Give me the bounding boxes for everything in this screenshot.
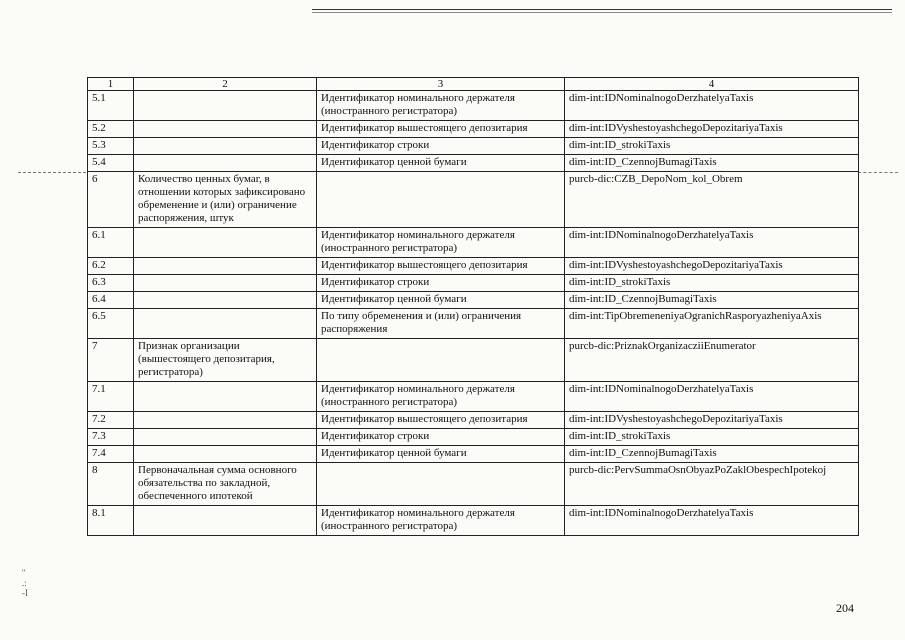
table-header-row: [88, 78, 859, 91]
xbrl-code-cell: dim-int:ID_CzennojBumagiTaxis: [565, 155, 859, 172]
dimension-cell: Идентификатор вышестоящего депозитария: [317, 412, 565, 429]
xbrl-code-cell: dim-int:ID_CzennojBumagiTaxis: [565, 446, 859, 463]
row-number-cell: 7.2: [88, 412, 134, 429]
dimension-cell: [317, 463, 565, 506]
indicator-name-cell: Признак организации (вышестоящего депозитария, регистратора): [134, 339, 317, 382]
xbrl-code-cell: dim-int:IDVyshestoyashchegoDepozitariyaTaxis: [565, 121, 859, 138]
xbrl-code-cell: dim-int:IDVyshestoyashchegoDepozitariyaTaxis: [565, 412, 859, 429]
dimension-cell: Идентификатор ценной бумаги: [317, 446, 565, 463]
dimension-cell: [317, 339, 565, 382]
row-number-cell: 6.5: [88, 309, 134, 339]
dimension-cell: Идентификатор ценной бумаги: [317, 155, 565, 172]
xbrl-code-cell: dim-int:ID_CzennojBumagiTaxis: [565, 292, 859, 309]
indicator-name-cell: [134, 382, 317, 412]
xbrl-code-cell: purcb-dic:PervSummaOsnObyazPoZaklObespechIpotekoj: [565, 463, 859, 506]
header-col-2: 2: [134, 78, 317, 91]
dimension-cell: Идентификатор номинального держателя (иностранного регистратора): [317, 228, 565, 258]
xbrl-code-cell: dim-int:IDNominalnogoDerzhatelyaTaxis: [565, 228, 859, 258]
dimension-cell: Идентификатор строки: [317, 429, 565, 446]
xbrl-code-cell: dim-int:ID_strokiTaxis: [565, 429, 859, 446]
header-rule: [312, 9, 892, 10]
xbrl-code-cell: dim-int:IDNominalnogoDerzhatelyaTaxis: [565, 382, 859, 412]
indicator-name-cell: [134, 258, 317, 275]
table-row: [88, 172, 859, 228]
xbrl-code-cell: purcb-dic:PriznakOrganizacziiEnumerator: [565, 339, 859, 382]
indicator-name-cell: Количество ценных бумаг, в отношении которых зафиксировано обременение и (или) ограничение распоряжения, штук: [134, 172, 317, 228]
row-number-cell: 6.3: [88, 275, 134, 292]
table-row: [88, 258, 859, 275]
xbrl-mapping-table: [87, 77, 859, 536]
header-col-3: 3: [317, 78, 565, 91]
table-row: [88, 228, 859, 258]
row-number-cell: 5.2: [88, 121, 134, 138]
row-number-cell: 5.4: [88, 155, 134, 172]
table-row: [88, 446, 859, 463]
dimension-cell: По типу обременения и (или) ограничения распоряжения: [317, 309, 565, 339]
xbrl-code-cell: dim-int:IDNominalnogoDerzhatelyaTaxis: [565, 506, 859, 536]
dimension-cell: Идентификатор номинального держателя (иностранного регистратора): [317, 382, 565, 412]
table-row: [88, 506, 859, 536]
dimension-cell: Идентификатор строки: [317, 275, 565, 292]
scan-artifact-left: [18, 172, 86, 173]
indicator-name-cell: [134, 412, 317, 429]
table-row: [88, 339, 859, 382]
row-number-cell: 7: [88, 339, 134, 382]
scan-artifact-right: [858, 172, 898, 173]
table-row: [88, 463, 859, 506]
dimension-cell: Идентификатор номинального держателя (иностранного регистратора): [317, 506, 565, 536]
table-row: [88, 412, 859, 429]
xbrl-code-cell: dim-int:IDNominalnogoDerzhatelyaTaxis: [565, 91, 859, 121]
indicator-name-cell: [134, 275, 317, 292]
xbrl-code-cell: dim-int:ID_strokiTaxis: [565, 138, 859, 155]
indicator-name-cell: [134, 292, 317, 309]
row-number-cell: 7.4: [88, 446, 134, 463]
indicator-name-cell: [134, 138, 317, 155]
header-col-4: 4: [565, 78, 859, 91]
dimension-cell: Идентификатор номинального держателя (иностранного регистратора): [317, 91, 565, 121]
row-number-cell: 6: [88, 172, 134, 228]
dimension-cell: Идентификатор строки: [317, 138, 565, 155]
dimension-cell: Идентификатор вышестоящего депозитария: [317, 258, 565, 275]
dimension-cell: Идентификатор ценной бумаги: [317, 292, 565, 309]
row-number-cell: 8: [88, 463, 134, 506]
table-row: [88, 309, 859, 339]
row-number-cell: 6.2: [88, 258, 134, 275]
row-number-cell: 6.1: [88, 228, 134, 258]
dimension-cell: Идентификатор вышестоящего депозитария: [317, 121, 565, 138]
indicator-name-cell: [134, 91, 317, 121]
xbrl-code-cell: dim-int:IDVyshestoyashchegoDepozitariyaTaxis: [565, 258, 859, 275]
indicator-name-cell: [134, 309, 317, 339]
row-number-cell: 7.3: [88, 429, 134, 446]
table-row: [88, 382, 859, 412]
table-row: [88, 155, 859, 172]
row-number-cell: 5.3: [88, 138, 134, 155]
indicator-name-cell: [134, 121, 317, 138]
indicator-name-cell: [134, 506, 317, 536]
indicator-name-cell: [134, 446, 317, 463]
xbrl-code-cell: purcb-dic:CZB_DepoNom_kol_Obrem: [565, 172, 859, 228]
page-number: 204: [836, 601, 854, 615]
dimension-cell: [317, 172, 565, 228]
indicator-name-cell: [134, 429, 317, 446]
table-row: [88, 292, 859, 309]
margin-scan-marks: '' .: -I: [22, 568, 28, 598]
indicator-name-cell: [134, 155, 317, 172]
table-row: [88, 429, 859, 446]
xbrl-code-cell: dim-int:TipObremeneniyaOgranichRasporyazheniyaAxis: [565, 309, 859, 339]
table-row: [88, 275, 859, 292]
xbrl-code-cell: dim-int:ID_strokiTaxis: [565, 275, 859, 292]
table-row: [88, 121, 859, 138]
row-number-cell: 7.1: [88, 382, 134, 412]
row-number-cell: 8.1: [88, 506, 134, 536]
table-body: [88, 91, 859, 536]
header-rule-secondary: [312, 12, 892, 13]
row-number-cell: 6.4: [88, 292, 134, 309]
table-row: [88, 91, 859, 121]
table-row: [88, 138, 859, 155]
row-number-cell: 5.1: [88, 91, 134, 121]
indicator-name-cell: [134, 228, 317, 258]
header-col-1: 1: [88, 78, 134, 91]
indicator-name-cell: Первоначальная сумма основного обязательства по закладной, обеспеченного ипотекой: [134, 463, 317, 506]
